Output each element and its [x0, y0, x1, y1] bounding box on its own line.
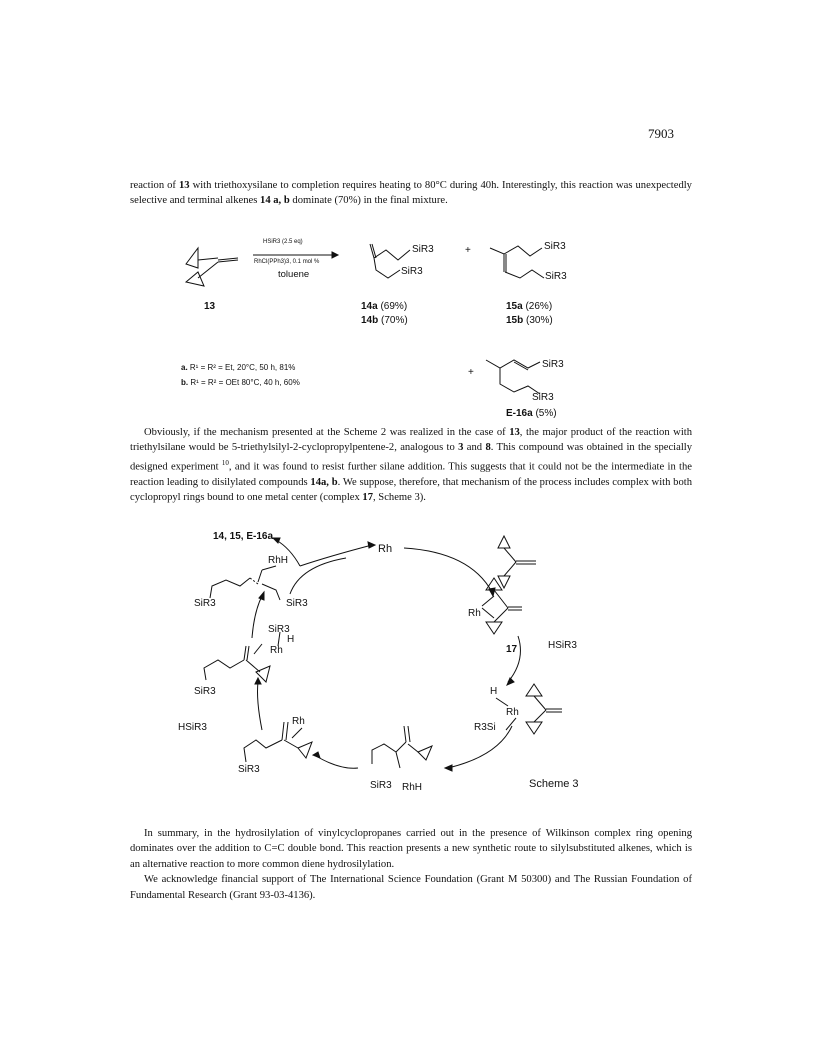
- hsir3-left: HSiR3: [178, 722, 207, 733]
- hsir3-right: HSiR3: [548, 640, 577, 651]
- rh-catalyst: Rh: [378, 543, 393, 555]
- h-left-mid: H: [287, 634, 295, 645]
- plus-sign-1: +: [465, 245, 471, 256]
- summary-paragraph: In summary, in the hydrosilylation of vinylcyclopropanes carried out in the presence of Wilkinson complex ring opening dominates over the addition to C=C double bond. This reaction presents a new synthetic route to silylsubstituted alkenes, which is an alternative reaction to more common diene hydrosilylation.: [130, 828, 692, 870]
- sir3-left-lower: SiR3: [238, 764, 260, 775]
- plus-sign-2: +: [468, 367, 474, 378]
- sir3-left-mid-2: SiR3: [194, 686, 216, 697]
- page-number: 7903: [648, 126, 674, 141]
- sir3-14-bottom: SiR3: [401, 266, 423, 277]
- sir3-15-top: SiR3: [544, 241, 566, 252]
- r3si-hydride: R3Si: [474, 722, 496, 733]
- reagent-catalyst: RhCl(PPh3)3, 0.1 mol %: [254, 259, 320, 265]
- condition-b: b. R¹ = R² = OEt 80°C, 40 h, 60%: [181, 378, 300, 387]
- rh-left-lower: Rh: [292, 716, 305, 727]
- label-14a: 14a (69%): [361, 301, 408, 312]
- reagent-top: HSiR3 (2.5 eq): [263, 239, 303, 245]
- sir3-left-mid: SiR3: [268, 624, 290, 635]
- sir3-top-left-1: SiR3: [194, 598, 216, 609]
- sir3-16-top: SiR3: [542, 359, 564, 370]
- label-14b: 14b (70%): [361, 315, 408, 326]
- condition-a: a. R¹ = R² = Et, 20°C, 50 h, 81%: [181, 363, 296, 372]
- top-left-intermediate: [210, 566, 280, 600]
- rh-17: Rh: [468, 608, 481, 619]
- h-hydride: H: [490, 686, 498, 697]
- complex-17-label: 17: [506, 644, 518, 655]
- sir3-15-bottom: SiR3: [545, 271, 567, 282]
- solvent-label: toluene: [278, 269, 310, 280]
- scheme3-caption: Scheme 3: [529, 778, 579, 790]
- rhh-top: RhH: [268, 555, 289, 566]
- sir3-bottom: SiR3: [370, 780, 392, 791]
- left-lower-intermediate: [244, 722, 312, 762]
- acknowledgement-paragraph: We acknowledge financial support of The International Science Foundation (Grant M 50300) and The Russian Foundation of Fundamental Research (Grant 93-03-4136).: [130, 874, 692, 901]
- sir3-14-top: SiR3: [412, 244, 434, 255]
- intro-paragraph: reaction of 13 with triethoxysilane to completion requires heating to 80°C during 40h. Interestingly, this reaction was unexpectedly selective and terminal alkenes 14 a, b dominate (70%) in the final mixture.: [130, 180, 692, 207]
- rh-left-mid: Rh: [270, 645, 283, 656]
- summary-paragraphs: [130, 826, 692, 903]
- label-15a: 15a (26%): [506, 301, 553, 312]
- compound-13-label: 13: [204, 301, 216, 312]
- label-e16a: E-16a (5%): [506, 408, 557, 419]
- rhh-bottom: RhH: [402, 782, 423, 793]
- discussion-paragraph: Obviously, if the mechanism presented at the Scheme 2 was realized in the case of 13, the major product of the reaction with triethylsilane would be 5-triethylsilyl-2-cyclopropylpentene-2, analogous to 3 and 8. This compound was obtained in the specially designed experiment $^{10}$, and it was found to resist further silane addition. This suggests that it could not be the intermediate in the reaction leading to disilylated compounds 14a, b. We suppose, therefore, that mechanism of the process includes complex with both cyclopropyl rings bound to one metal center (complex 17, Scheme 3).: [130, 427, 692, 504]
- sir3-16-bottom: SiR3: [532, 392, 554, 403]
- rh-hydride: Rh: [506, 707, 519, 718]
- sir3-top-left-2: SiR3: [286, 598, 308, 609]
- left-middle-intermediate: [204, 632, 280, 682]
- complex-17-structure: [482, 578, 522, 634]
- substrate-13-structure: [498, 536, 536, 588]
- alkyl-rh-structure: [372, 726, 432, 768]
- label-15b: 15b (30%): [506, 315, 553, 326]
- products-label: 14, 15, E-16a: [213, 531, 274, 542]
